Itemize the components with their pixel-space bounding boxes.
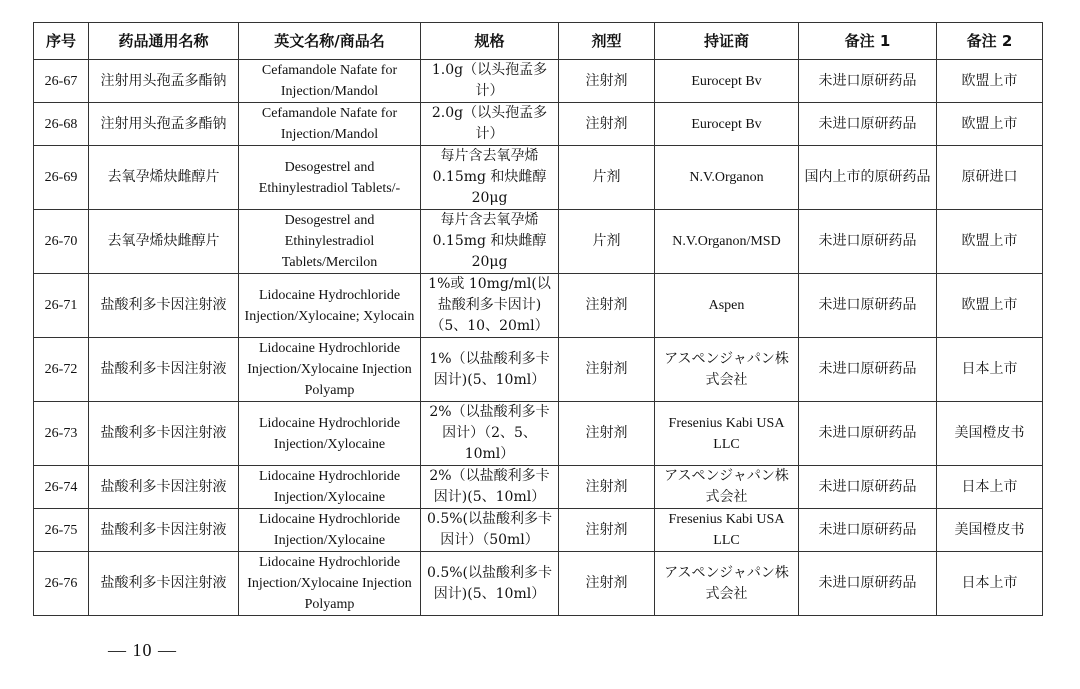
cell-generic-name: 盐酸利多卡因注射液 [89,509,239,552]
cell-remark-2: 欧盟上市 [937,103,1043,146]
cell-english-name: Desogestrel and Ethinylestradiol Tablets/- [239,146,421,210]
cell-english-name: Desogestrel and Ethinylestradiol Tablets/Mercilon [239,210,421,274]
cell-holder: Aspen [655,274,799,338]
cell-holder: アスペンジャパン株式会社 [655,466,799,509]
cell-holder: アスペンジャパン株式会社 [655,552,799,616]
cell-generic-name: 盐酸利多卡因注射液 [89,274,239,338]
header-row [34,23,1043,60]
cell-remark-1: 未进口原研药品 [799,210,937,274]
cell-english-name: Lidocaine Hydrochloride Injection/Xylocaine [239,466,421,509]
cell-seq: 26-68 [34,103,89,146]
cell-remark-1: 未进口原研药品 [799,466,937,509]
cell-seq: 26-70 [34,210,89,274]
cell-remark-2: 日本上市 [937,466,1043,509]
header-remark-2: 备注 2 [937,23,1043,60]
cell-remark-2: 欧盟上市 [937,274,1043,338]
cell-spec: 1%（以盐酸利多卡因计)(5、10ml） [421,338,559,402]
header-dosage-form: 剂型 [559,23,655,60]
cell-remark-2: 原研进口 [937,146,1043,210]
cell-holder: Eurocept Bv [655,60,799,103]
drug-list-table [33,22,1043,616]
cell-generic-name: 去氧孕烯炔雌醇片 [89,210,239,274]
table-row [34,274,1043,338]
cell-remark-1: 未进口原研药品 [799,60,937,103]
cell-dosage-form: 注射剂 [559,466,655,509]
table-row [34,509,1043,552]
cell-spec: 每片含去氧孕烯0.15mg 和炔雌醇20μg [421,210,559,274]
cell-remark-1: 未进口原研药品 [799,103,937,146]
cell-english-name: Lidocaine Hydrochloride Injection/Xylocaine; Xylocain [239,274,421,338]
header-generic-name: 药品通用名称 [89,23,239,60]
cell-generic-name: 盐酸利多卡因注射液 [89,338,239,402]
cell-remark-1: 未进口原研药品 [799,274,937,338]
cell-remark-2: 美国橙皮书 [937,402,1043,466]
cell-holder: N.V.Organon [655,146,799,210]
table-row [34,338,1043,402]
cell-dosage-form: 注射剂 [559,338,655,402]
cell-remark-2: 欧盟上市 [937,60,1043,103]
cell-holder: Eurocept Bv [655,103,799,146]
cell-remark-1: 未进口原研药品 [799,509,937,552]
cell-generic-name: 盐酸利多卡因注射液 [89,466,239,509]
cell-holder: Fresenius Kabi USA LLC [655,402,799,466]
cell-generic-name: 注射用头孢孟多酯钠 [89,60,239,103]
cell-remark-2: 日本上市 [937,338,1043,402]
cell-remark-2: 欧盟上市 [937,210,1043,274]
cell-spec: 1%或 10mg/ml(以盐酸利多卡因计)（5、10、20ml） [421,274,559,338]
cell-remark-1: 国内上市的原研药品 [799,146,937,210]
cell-dosage-form: 片剂 [559,146,655,210]
cell-seq: 26-75 [34,509,89,552]
table-header [34,23,1043,60]
cell-generic-name: 盐酸利多卡因注射液 [89,402,239,466]
table-row [34,552,1043,616]
table-row [34,466,1043,509]
cell-english-name: Lidocaine Hydrochloride Injection/Xylocaine Injection Polyamp [239,552,421,616]
cell-remark-1: 未进口原研药品 [799,552,937,616]
table-row [34,402,1043,466]
cell-spec: 0.5%(以盐酸利多卡因计）（50ml） [421,509,559,552]
cell-dosage-form: 片剂 [559,210,655,274]
header-holder: 持证商 [655,23,799,60]
header-seq: 序号 [34,23,89,60]
cell-seq: 26-74 [34,466,89,509]
cell-seq: 26-76 [34,552,89,616]
cell-seq: 26-67 [34,60,89,103]
cell-english-name: Lidocaine Hydrochloride Injection/Xylocaine Injection Polyamp [239,338,421,402]
cell-english-name: Lidocaine Hydrochloride Injection/Xylocaine [239,509,421,552]
header-spec: 规格 [421,23,559,60]
cell-dosage-form: 注射剂 [559,60,655,103]
cell-seq: 26-73 [34,402,89,466]
cell-dosage-form: 注射剂 [559,509,655,552]
cell-dosage-form: 注射剂 [559,274,655,338]
cell-generic-name: 盐酸利多卡因注射液 [89,552,239,616]
cell-remark-1: 未进口原研药品 [799,338,937,402]
cell-holder: N.V.Organon/MSD [655,210,799,274]
cell-english-name: Lidocaine Hydrochloride Injection/Xylocaine [239,402,421,466]
cell-spec: 每片含去氧孕烯0.15mg 和炔雌醇20μg [421,146,559,210]
table-row [34,210,1043,274]
table-row [34,60,1043,103]
cell-dosage-form: 注射剂 [559,402,655,466]
cell-seq: 26-69 [34,146,89,210]
cell-holder: Fresenius Kabi USA LLC [655,509,799,552]
cell-spec: 0.5%(以盐酸利多卡因计)(5、10ml） [421,552,559,616]
cell-seq: 26-71 [34,274,89,338]
cell-spec: 2%（以盐酸利多卡因计)(5、10ml） [421,466,559,509]
cell-dosage-form: 注射剂 [559,103,655,146]
cell-english-name: Cefamandole Nafate for Injection/Mandol [239,60,421,103]
cell-spec: 2.0g（以头孢孟多计） [421,103,559,146]
cell-holder: アスペンジャパン株式会社 [655,338,799,402]
cell-remark-1: 未进口原研药品 [799,402,937,466]
table-row [34,146,1043,210]
header-remark-1: 备注 1 [799,23,937,60]
cell-spec: 1.0g（以头孢孟多计） [421,60,559,103]
cell-english-name: Cefamandole Nafate for Injection/Mandol [239,103,421,146]
cell-generic-name: 注射用头孢孟多酯钠 [89,103,239,146]
cell-remark-2: 美国橙皮书 [937,509,1043,552]
cell-generic-name: 去氧孕烯炔雌醇片 [89,146,239,210]
cell-spec: 2%（以盐酸利多卡因计）（2、5、10ml） [421,402,559,466]
cell-remark-2: 日本上市 [937,552,1043,616]
cell-dosage-form: 注射剂 [559,552,655,616]
table-row [34,103,1043,146]
page-number: — 10 — [108,640,177,660]
table-body [34,60,1043,616]
header-english-name: 英文名称/商品名 [239,23,421,60]
cell-seq: 26-72 [34,338,89,402]
